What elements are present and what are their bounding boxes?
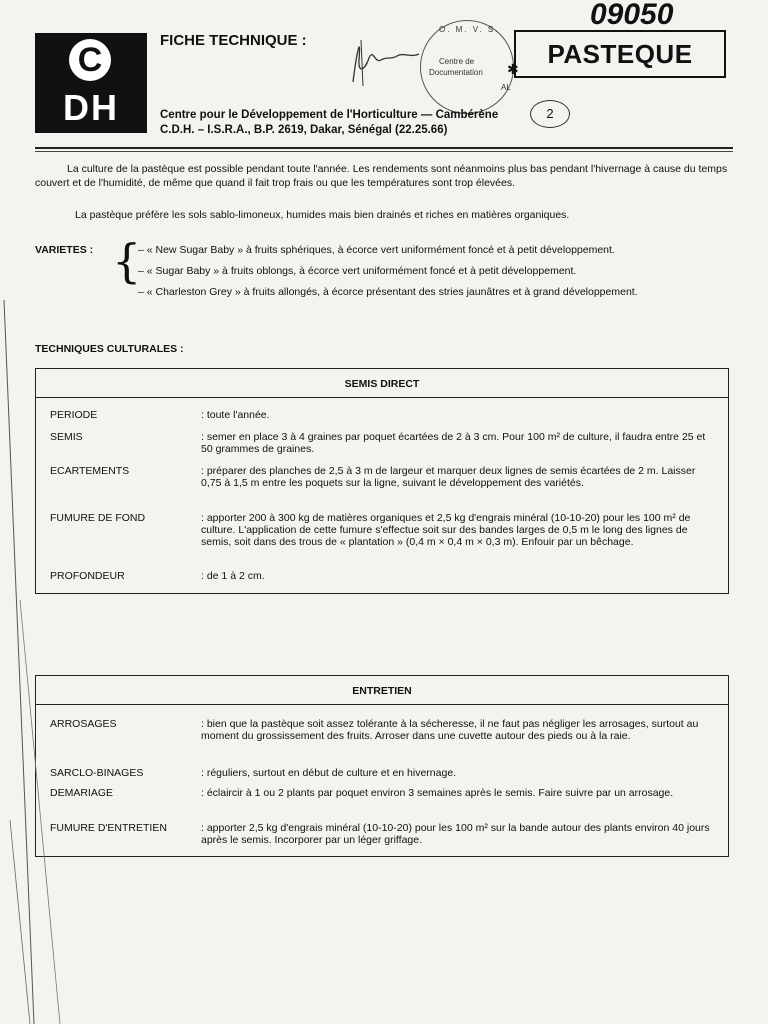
row-value: : de 1 à 2 cm. xyxy=(201,570,265,582)
semis-direct-panel xyxy=(35,368,729,594)
stamp xyxy=(420,20,519,114)
brace-icon: { xyxy=(112,234,142,288)
row-key: SEMIS xyxy=(50,431,83,443)
header-rule xyxy=(35,147,733,149)
row-key: PROFONDEUR xyxy=(50,570,125,582)
signature-mark xyxy=(345,30,425,90)
row-value: : semer en place 3 à 4 graines par poquet écartées de 2 à 3 cm. Pour 100 m² de culture, il faudra entre 25 et 50 grammes de graines. xyxy=(201,431,706,455)
stamp-top-text: O. M. V. S. xyxy=(439,25,500,34)
centre-line-1: Centre pour le Développement de l'Horticulture — Cambérène xyxy=(160,109,499,121)
row-key: ARROSAGES xyxy=(50,718,117,730)
star-icon: ✱ xyxy=(507,61,519,77)
row-key: FUMURE D'ENTRETIEN xyxy=(50,822,167,834)
row-value: : bien que la pastèque soit assez tolérante à la sécheresse, il ne faut pas négliger les arrosages, surtout au moment du grossissement des fruits. Arroser dans une cuvette autour des pieds ou à la raie. xyxy=(201,718,699,742)
cdh-logo xyxy=(35,33,147,133)
row-value: : éclaircir à 1 ou 2 plants par poquet environ 3 semaines après le semis. Faire suivre par un arrosage. xyxy=(201,787,674,799)
stamp-side-text: AL xyxy=(501,83,511,92)
variety-item: – « New Sugar Baby » à fruits sphériques, à écorce vert uniformément foncé et à petit développement. xyxy=(138,244,615,256)
varietes-label: VARIETES : xyxy=(35,244,94,256)
header-rule-thin xyxy=(35,151,733,152)
stamp-mid-text-2: Documentation xyxy=(429,68,483,77)
row-value: : apporter 200 à 300 kg de matières organiques et 2,5 kg d'engrais minéral (10-10-20) pour les 100 m² de culture. L'application de cette fumure s'effectue soit sur des bandes larges de 0,5 m le long des lignes de semis, soit dans des trous de « plantation » (0,4 m × 0,4 m × 0,3 m). Enfouir par un bêchage. xyxy=(201,512,691,548)
semis-direct-heading: SEMIS DIRECT xyxy=(36,369,728,398)
variety-item: – « Charleston Grey » à fruits allongés, à écorce présentant des stries jaunâtres et à grand développement. xyxy=(138,286,638,298)
entretien-panel xyxy=(35,675,729,857)
stamp-mid-text-1: Centre de xyxy=(439,57,475,66)
doc-type-label: FICHE TECHNIQUE : xyxy=(160,32,307,49)
logo-letters-dh: DH xyxy=(63,87,119,128)
centre-address xyxy=(160,108,498,138)
circled-number: 2 xyxy=(530,100,570,128)
row-key: SARCLO-BINAGES xyxy=(50,767,144,779)
centre-line-2: C.D.H. – I.S.R.A., B.P. 2619, Dakar, Sénégal (22.25.66) xyxy=(160,124,448,136)
row-value: : toute l'année. xyxy=(201,409,270,421)
row-value: : réguliers, surtout en début de culture et en hivernage. xyxy=(201,767,457,779)
title-box: PASTEQUE xyxy=(514,30,726,78)
row-key: ECARTEMENTS xyxy=(50,465,130,477)
techniques-heading: TECHNIQUES CULTURALES : xyxy=(35,343,184,355)
row-value: : apporter 2,5 kg d'engrais minéral (10-10-20) pour les 100 m² sur la bande autour des plants environ 40 jours après le semis. Incorporer par un léger griffage. xyxy=(201,822,710,846)
variety-item: – « Sugar Baby » à fruits oblongs, à écorce vert uniformément foncé et à petit développement. xyxy=(138,265,577,277)
handwritten-reference: 09050 xyxy=(590,0,674,31)
row-key: DEMARIAGE xyxy=(50,787,114,799)
row-value: : préparer des planches de 2,5 à 3 m de largeur et marquer deux lignes de semis écartées de 2 m. Laisser 0,75 à 1,5 m entre les poquets sur la ligne, suivant le développement des variétés. xyxy=(201,465,696,489)
row-key: FUMURE DE FOND xyxy=(50,512,146,524)
scan-edge-lines xyxy=(0,300,80,1024)
logo-letter-c: C xyxy=(77,41,103,79)
intro-paragraph-1: La culture de la pastèque est possible pendant toute l'année. Les rendements sont néanmoins plus bas pendant l'hivernage à cause du temps couvert et de l'humidité, de même que quand il fait trop frais ou que les températures sont trop élevées. xyxy=(35,163,728,189)
entretien-heading: ENTRETIEN xyxy=(36,676,728,705)
row-key: PERIODE xyxy=(50,409,98,421)
intro-paragraph-2: La pastèque préfère les sols sablo-limoneux, humides mais bien drainés et riches en matières organiques. xyxy=(75,209,570,221)
